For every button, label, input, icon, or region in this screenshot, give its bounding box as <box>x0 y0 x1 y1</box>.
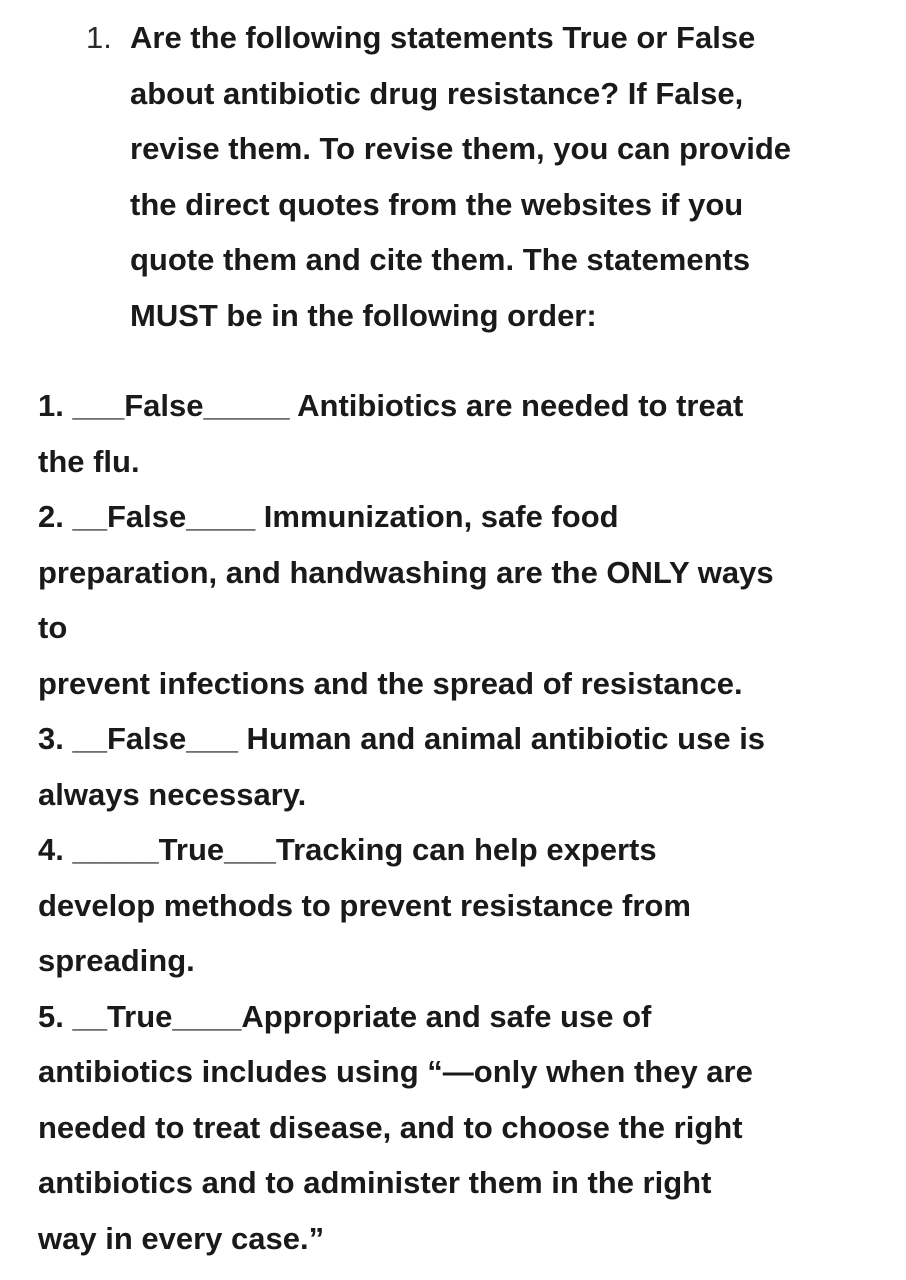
statement-5-line: antibiotics includes using “—only when they are <box>38 1054 753 1089</box>
question-line: about antibiotic drug resistance? If False, <box>130 75 744 111</box>
statements-list <box>38 378 886 1266</box>
question-line: quote them and cite them. The statements <box>130 242 751 277</box>
question-line: revise them. To revise them, you can provide <box>130 131 791 166</box>
statement-1-line: the flu. <box>38 443 140 479</box>
statement-4-line: develop methods to prevent resistance from <box>38 887 691 923</box>
statement-2-line: preparation, and handwashing are the ONLY ways <box>38 554 774 590</box>
statement-3-line: 3. __False___ Human and animal antibiotic use is <box>38 721 766 756</box>
statement-2-line: 2. __False____ Immunization, safe food <box>38 499 619 534</box>
statement-3-line: always necessary. <box>38 776 307 812</box>
statement-5-line: 5. __True____Appropriate and safe use of <box>38 998 652 1034</box>
question-line: MUST be in the following order: <box>130 297 597 333</box>
question-line: the direct quotes from the websites if you <box>130 186 744 222</box>
statement-1-line: 1. ___False_____ Antibiotics are needed to treat <box>38 388 744 423</box>
statement-4-line: 4. _____True___Tracking can help experts <box>38 832 657 867</box>
question-number: 1. <box>86 20 112 55</box>
statement-5-line: antibiotics and to administer them in the right <box>38 1165 712 1200</box>
question-text <box>130 10 886 343</box>
question-block <box>86 10 886 343</box>
statement-5-line: way in every case.” <box>38 1220 325 1256</box>
statement-5-line: needed to treat disease, and to choose the right <box>38 1109 743 1145</box>
statement-2-line: prevent infections and the spread of resistance. <box>38 665 743 701</box>
question-line: Are the following statements True or False <box>130 20 756 55</box>
statement-2-line: to <box>38 610 68 645</box>
statement-4-line: spreading. <box>38 943 195 978</box>
